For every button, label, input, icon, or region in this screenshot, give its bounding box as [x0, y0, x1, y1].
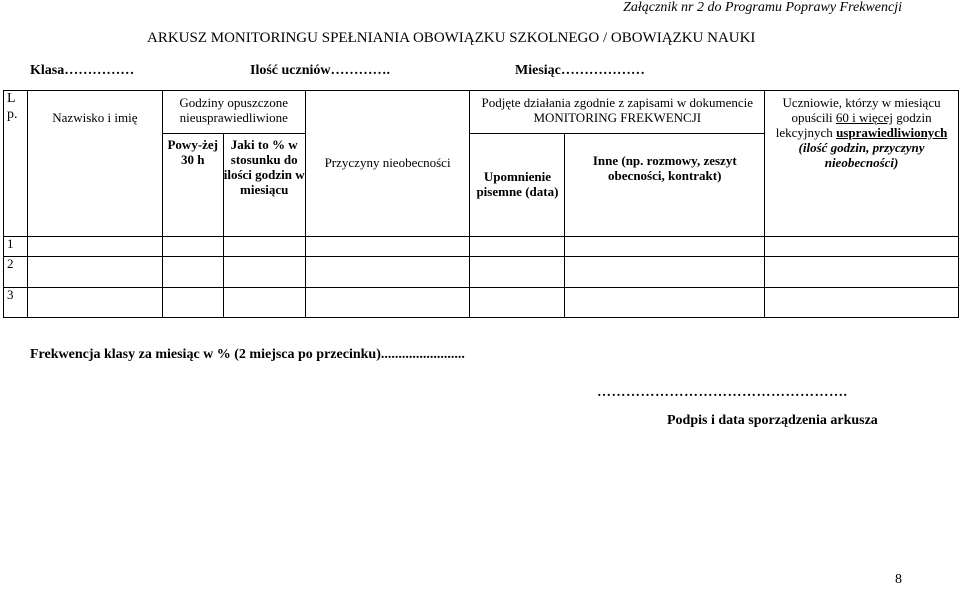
row-number: 2	[4, 257, 28, 288]
row-cell[interactable]	[27, 288, 162, 318]
row-cell[interactable]	[223, 257, 305, 288]
row-cell[interactable]	[162, 288, 223, 318]
class-field[interactable]: Klasa……………	[30, 63, 135, 78]
unexcused-hours-header: Godziny opuszczone nieusprawiedliwione	[162, 91, 305, 134]
actions-header: Podjęte działania zgodnie z zapisami w dokumencie MONITORING FREKWENCJI	[470, 91, 765, 134]
signature-label: Podpis i data sporządzenia arkusza	[667, 413, 878, 428]
class-frequency-line[interactable]: Frekwencja klasy za miesiąc w % (2 miejsca po przecinku)........................	[30, 347, 465, 362]
excused-note: (ilość godzin, przyczyny nieobecności)	[798, 139, 925, 170]
excused-students-header	[765, 91, 959, 237]
written-warning-header: Upomnienie pisemne (data)	[470, 134, 565, 237]
row-cell[interactable]	[223, 237, 305, 257]
signature-line[interactable]: …………………………………………….	[597, 385, 848, 400]
header-fields	[30, 63, 930, 83]
month-field[interactable]: Miesiąc………………	[515, 63, 645, 78]
page-number: 8	[895, 572, 902, 587]
students-count-field[interactable]: Ilość uczniów………….	[250, 63, 390, 78]
row-number: 3	[4, 288, 28, 318]
excused-threshold: 60 i więcej	[835, 109, 893, 125]
row-cell[interactable]	[223, 288, 305, 318]
annex-note: Załącznik nr 2 do Programu Poprawy Frekwencji	[623, 0, 902, 15]
row-cell[interactable]	[27, 237, 162, 257]
row-cell[interactable]	[470, 288, 565, 318]
other-actions-header: Inne (np. rozmowy, zeszyt obecności, kontrakt)	[565, 134, 765, 237]
row-cell[interactable]	[565, 237, 765, 257]
row-cell[interactable]	[305, 257, 470, 288]
row-cell[interactable]	[305, 237, 470, 257]
table-row	[4, 257, 959, 288]
document-title: ARKUSZ MONITORINGU SPEŁNIANIA OBOWIĄZKU SZKOLNEGO / OBOWIĄZKU NAUKI	[147, 30, 756, 46]
monitoring-table	[3, 90, 959, 318]
causes-header: Przyczyny nieobecności	[305, 91, 470, 237]
table-row	[4, 237, 959, 257]
row-cell[interactable]	[765, 257, 959, 288]
row-cell[interactable]	[565, 288, 765, 318]
row-cell[interactable]	[765, 288, 959, 318]
row-cell[interactable]	[162, 257, 223, 288]
row-cell[interactable]	[27, 257, 162, 288]
table-row	[4, 288, 959, 318]
percentage-header: Jaki to % w stosunku do ilości godzin w miesiącu	[223, 134, 305, 237]
row-cell[interactable]	[162, 237, 223, 257]
excused-line2: godzin lekcyjnych	[775, 109, 932, 140]
name-header: Nazwisko i imię	[27, 91, 162, 237]
row-number: 1	[4, 237, 28, 257]
row-cell[interactable]	[765, 237, 959, 257]
row-cell[interactable]	[305, 288, 470, 318]
excused-word: usprawiedliwionych	[836, 124, 948, 140]
over-30h-header: Powy-żej 30 h	[162, 134, 223, 237]
excused-line1: Uczniowie, którzy w miesiącu opuścili	[782, 95, 941, 125]
row-cell[interactable]	[470, 257, 565, 288]
row-cell[interactable]	[470, 237, 565, 257]
row-cell[interactable]	[565, 257, 765, 288]
lp-header: L p.	[4, 91, 28, 237]
